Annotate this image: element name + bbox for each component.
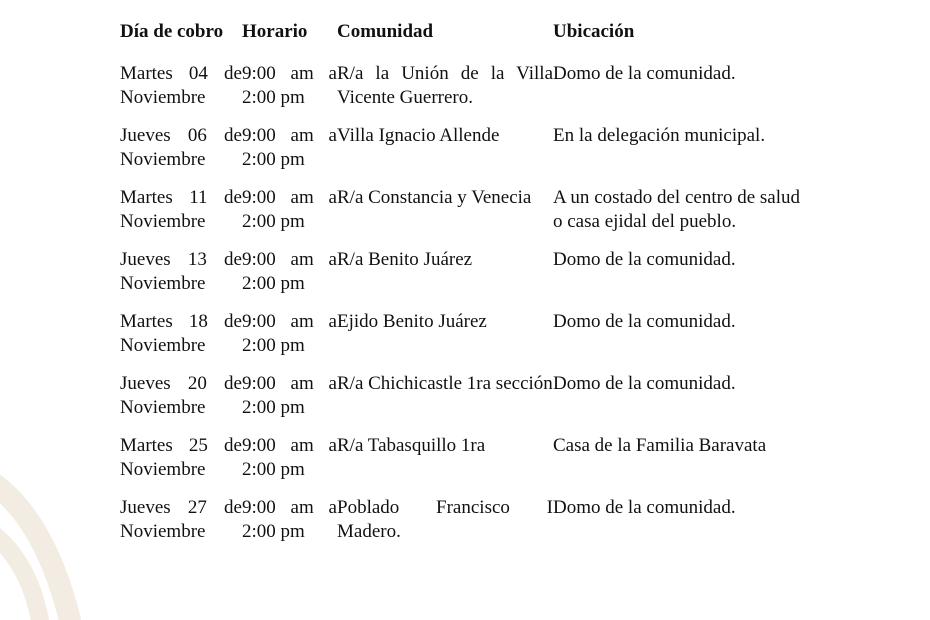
cell-time: 9:00 am a 2:00 pm <box>242 373 337 418</box>
cell-community: R/a Constancia y Venecia <box>337 187 532 208</box>
cell-time: 9:00 am a 2:00 pm <box>242 497 337 542</box>
table-row <box>120 62 800 110</box>
cell-day: Jueves 27 de Noviembre <box>120 497 242 542</box>
cell-location: Domo de la comunidad. <box>553 311 736 332</box>
cell-community: Villa Ignacio Allende <box>337 125 500 146</box>
cell-location: En la delegación municipal. <box>553 125 766 146</box>
cell-location: A un costado del centro de salud o casa ejidal del pueblo. <box>553 187 800 232</box>
header-location: Ubicación <box>553 21 635 42</box>
cell-day: Martes 25 de Noviembre <box>120 435 242 480</box>
cell-location: Domo de la comunidad. <box>553 63 736 84</box>
cell-day: Martes 11 de Noviembre <box>120 187 242 232</box>
header-day: Día de cobro <box>120 21 224 42</box>
table-row <box>120 496 800 544</box>
table-row <box>120 186 800 234</box>
cell-time: 9:00 am a 2:00 pm <box>242 249 337 294</box>
cell-location: Domo de la comunidad. <box>553 497 736 518</box>
cell-day: Martes 04 de Noviembre <box>120 63 242 108</box>
cell-community: Ejido Benito Juárez <box>337 311 487 332</box>
cell-time: 9:00 am a 2:00 pm <box>242 435 337 480</box>
header-community: Comunidad <box>337 21 434 42</box>
cell-time: 9:00 am a 2:00 pm <box>242 311 337 356</box>
cell-day: Jueves 13 de Noviembre <box>120 249 242 294</box>
cell-time: 9:00 am a 2:00 pm <box>242 63 337 108</box>
cell-day: Martes 18 de Noviembre <box>120 311 242 356</box>
cell-community: Poblado Francisco I Madero. <box>337 497 553 542</box>
table-row <box>120 434 800 482</box>
cell-day: Jueves 20 de Noviembre <box>120 373 242 418</box>
cell-location: Domo de la comunidad. <box>553 373 736 394</box>
cell-community: R/a la Unión de la Villa Vicente Guerrero. <box>337 63 553 108</box>
table-row <box>120 310 800 358</box>
payment-schedule-table <box>120 20 800 544</box>
table-row <box>120 248 800 296</box>
cell-time: 9:00 am a 2:00 pm <box>242 125 337 170</box>
cell-location: Casa de la Familia Baravata <box>553 435 767 456</box>
cell-community: R/a Tabasquillo 1ra <box>337 435 486 456</box>
header-time: Horario <box>242 21 308 42</box>
cell-day: Jueves 06 de Noviembre <box>120 125 242 170</box>
cell-community: R/a Benito Juárez <box>337 249 473 270</box>
cell-location: Domo de la comunidad. <box>553 249 736 270</box>
cell-community: R/a Chichicastle 1ra sección <box>337 373 553 394</box>
cell-time: 9:00 am a 2:00 pm <box>242 187 337 232</box>
table-row <box>120 124 800 172</box>
table-row <box>120 372 800 420</box>
table-header <box>120 20 800 50</box>
